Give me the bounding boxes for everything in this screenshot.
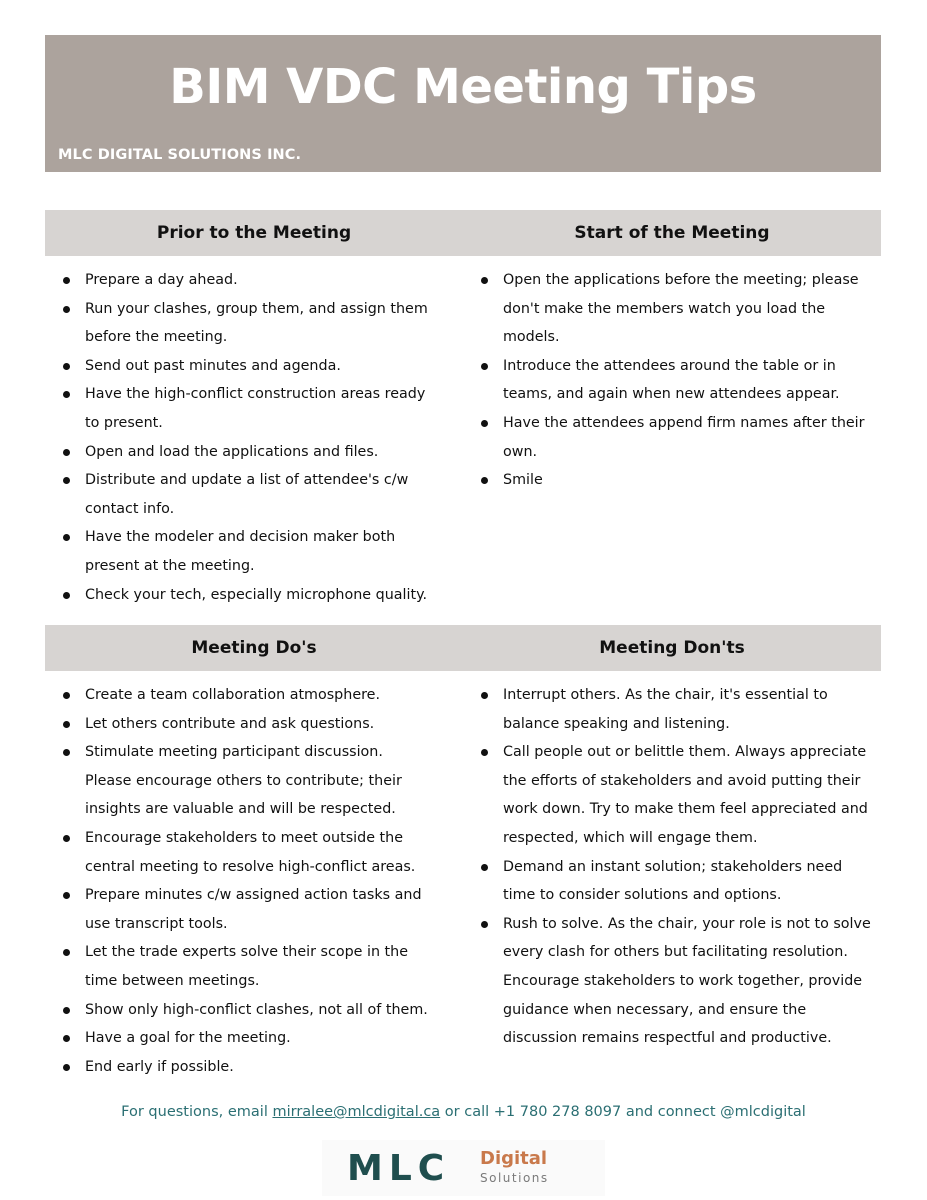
contact-footer [0,1104,927,1120]
list-item: Send out past minutes and agenda. [61,352,433,381]
list-item: Smile [479,466,874,495]
list-item: Check your tech, especially microphone quality. [61,581,433,610]
list-item: Have the attendees append firm names after their own. [479,409,874,466]
list-item: Create a team collaboration atmosphere. [61,681,433,710]
list-item: Call people out or belittle them. Always appreciate the efforts of stakeholders and avoid putting their work down. Try to make them feel appreciated and respected, which will engage them. [479,738,874,852]
list-item: Distribute and update a list of attendee's c/w contact info. [61,466,433,523]
heading-prior-to-meeting: Prior to the Meeting [156,223,352,243]
footer-suffix: or call +1 780 278 8097 and connect @mlcdigital [440,1104,806,1120]
list-item: Encourage stakeholders to meet outside the central meeting to resolve high-conflict areas. [61,824,433,881]
list-item: End early if possible. [61,1053,433,1082]
list-item: Introduce the attendees around the table or in teams, and again when new attendees appear. [479,352,874,409]
list-item: Stimulate meeting participant discussion. Please encourage others to contribute; their insights are valuable and will be respected. [61,738,433,824]
logo-mark: MLC [347,1148,451,1189]
list-item: Open and load the applications and files. [61,438,433,467]
list-item: Demand an instant solution; stakeholders need time to consider solutions and options. [479,853,874,910]
heading-meeting-donts: Meeting Don'ts [599,638,745,658]
footer-prefix: For questions, email [121,1104,273,1120]
heading-start-of-meeting: Start of the Meeting [574,223,770,243]
list-item: Have the modeler and decision maker both present at the meeting. [61,523,433,580]
heading-meeting-dos: Meeting Do's [191,638,317,658]
title-banner [45,35,881,172]
section-bar-top [45,210,881,256]
list-item: Show only high-conflict clashes, not all of them. [61,996,433,1025]
list-start-of-meeting [479,266,874,495]
list-meeting-donts [479,681,874,1053]
list-item: Prepare minutes c/w assigned action tasks and use transcript tools. [61,881,433,938]
list-item: Interrupt others. As the chair, it's essential to balance speaking and listening. [479,681,874,738]
logo-word-digital: Digital [480,1148,548,1169]
list-item: Rush to solve. As the chair, your role is not to solve every clash for others but facilitating resolution. Encourage stakeholders to work together, provide guidance when necessary, and ensure the discussion remains respectful and productive. [479,910,874,1053]
list-item: Run your clashes, group them, and assign them before the meeting. [61,295,433,352]
list-item: Let the trade experts solve their scope in the time between meetings. [61,938,433,995]
company-name: MLC DIGITAL SOLUTIONS INC. [58,147,302,163]
section-bar-bottom [45,625,881,671]
email-link[interactable]: mirralee@mlcdigital.ca [272,1104,441,1120]
list-item: Let others contribute and ask questions. [61,710,433,739]
company-logo [322,1140,605,1196]
list-item: Open the applications before the meeting; please don't make the members watch you load the models. [479,266,874,352]
page-title: BIM VDC Meeting Tips [169,59,757,115]
logo-word-solutions: Solutions [480,1171,549,1185]
list-item: Have a goal for the meeting. [61,1024,433,1053]
list-prior-to-meeting [61,266,433,609]
list-item: Prepare a day ahead. [61,266,433,295]
list-item: Have the high-conflict construction areas ready to present. [61,380,433,437]
list-meeting-dos [61,681,433,1081]
